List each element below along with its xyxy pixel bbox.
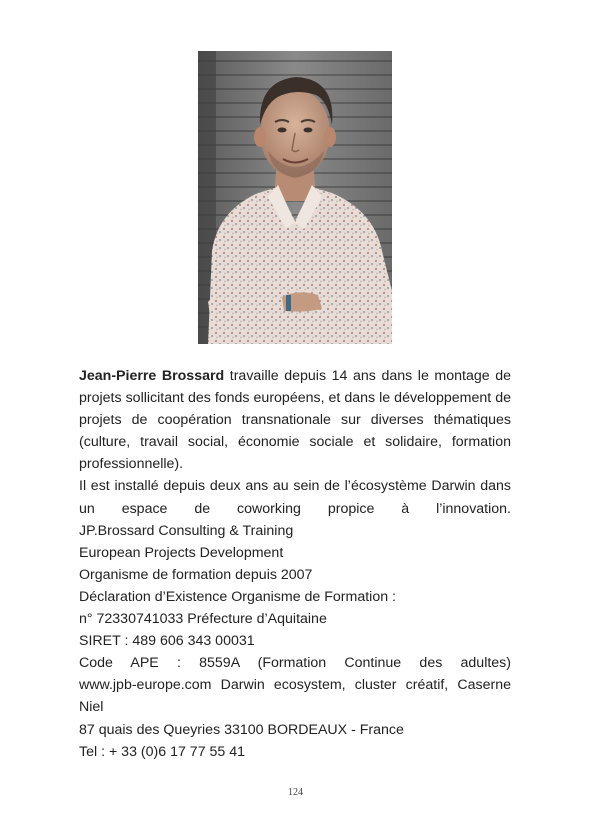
company-name: JP.Brossard Consulting & Training xyxy=(79,522,294,539)
person-name: Jean-Pierre Brossard xyxy=(79,368,225,384)
bio-paragraph xyxy=(79,365,511,475)
coworking-paragraph: Il est installé depuis deux ans au sein de l’écosystème Darwin dans un espace de coworking propice à l’innovation. xyxy=(79,478,511,517)
declaration-number: n° 72330741033 Préfecture d’Aquitaine xyxy=(79,611,327,628)
declaration-line: Déclaration d’Existence Organisme de Formation : xyxy=(79,588,396,605)
text-body xyxy=(79,365,511,763)
siret-line: SIRET : 489 606 343 00031 xyxy=(79,633,255,650)
activity-line: European Projects Development xyxy=(79,544,284,561)
address-line: 87 quais des Queyries 33100 BORDEAUX - France xyxy=(79,721,404,738)
web-line: www.jpb-europe.com Darwin ecosystem, cluster créatif, Caserne Niel xyxy=(79,677,511,716)
training-line: Organisme de formation depuis 2007 xyxy=(79,566,313,583)
ape-line: Code APE : 8559A (Formation Continue des adultes) xyxy=(79,655,511,672)
telephone-line: Tel : + 33 (0)6 17 77 55 41 xyxy=(79,743,246,760)
bio-text: travaille depuis 14 ans dans le montage de projets sollicitant des fonds européens, et dans le développement de projets de coopération transnationale sur diverses thématiques (culture, travail social, économie sociale et solidaire, formation professionnelle). xyxy=(79,368,511,473)
portrait-image xyxy=(198,51,392,344)
portrait-photo xyxy=(198,51,392,344)
page-number: 124 xyxy=(288,787,303,798)
